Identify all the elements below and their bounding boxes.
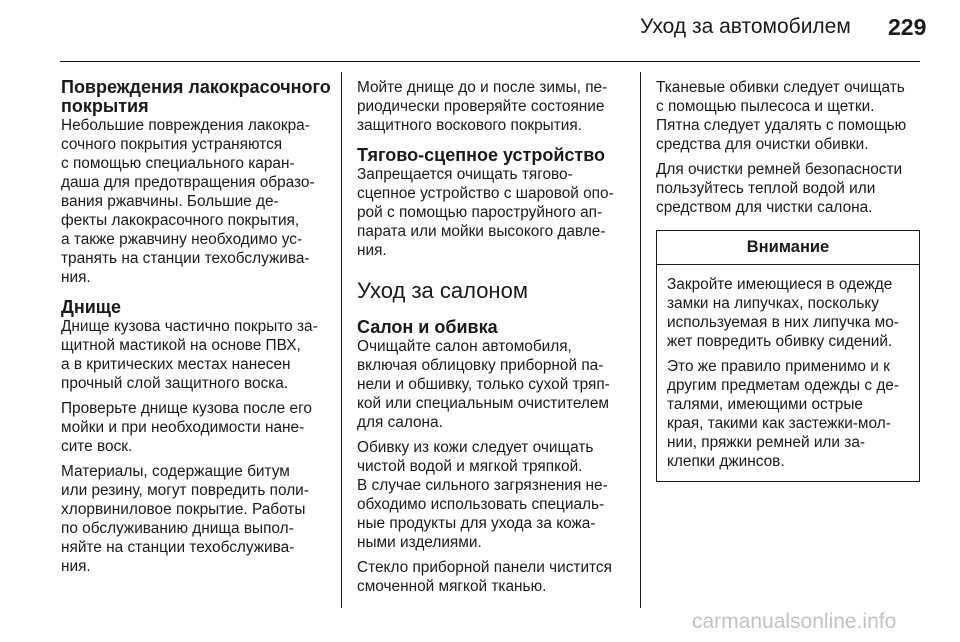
column-2: [357, 78, 625, 602]
paragraph-fabric-2: [656, 160, 921, 217]
text-line: а в критических местах нанесен: [61, 356, 291, 373]
text-line: с помощью специального каран-: [61, 155, 295, 172]
warning-body: [657, 265, 919, 481]
text-line: ные продукты для ухода за кожа-: [357, 515, 596, 532]
text-line: замки на липучках, поскольку: [667, 295, 879, 312]
warning-paragraph-1: [667, 275, 910, 351]
paragraph-towbar: [357, 165, 625, 260]
column-1: [61, 77, 331, 582]
text-line: жет повредить обивку сидений.: [667, 333, 893, 350]
warning-title: Внимание: [657, 231, 919, 265]
text-line: фекты лакокрасочного покрытия,: [61, 212, 300, 229]
text-line: по обслуживанию днища выпол-: [61, 520, 294, 537]
text-line: защитного воскового покрытия.: [357, 117, 582, 134]
text-line: Днище кузова частично покрыто за-: [61, 318, 318, 335]
text-line: ными изделиями.: [357, 534, 482, 551]
text-line: для салона.: [357, 414, 443, 431]
heading-paint-damage: [61, 77, 331, 116]
text-line: Запрещается очищать тягово-: [357, 166, 573, 183]
text-line: Очищайте салон автомобиля,: [357, 338, 572, 355]
text-line: мойки и при необходимости нане-: [61, 419, 305, 436]
text-line: включая облицовку приборной па-: [357, 357, 604, 374]
running-header-title: Уход за автомобилем: [640, 15, 851, 38]
heading-interior-care: Уход за салоном: [357, 278, 528, 303]
text-line: Тканевые обивки следует очищать: [656, 79, 905, 96]
text-line: щитной мастикой на основе ПВХ,: [61, 337, 301, 354]
paragraph-interior-2: [357, 438, 625, 552]
text-line: ния.: [61, 558, 91, 575]
text-line: чистой водой и мягкой тряпкой.: [357, 458, 583, 475]
text-line: Мойте днище до и после зимы, пе-: [357, 79, 608, 96]
text-line: Пятна следует удалять с помощью: [656, 117, 907, 134]
text-line: прочный слой защитного воска.: [61, 375, 289, 392]
text-line: используемая в них липучка мо-: [667, 314, 899, 331]
text-line: пользуйтесь теплой водой или: [656, 180, 876, 197]
text-line: ния.: [61, 269, 91, 286]
paragraph-underbody-2: [61, 399, 328, 456]
paragraph-paint-damage: [61, 116, 328, 287]
paragraph-interior-3: [357, 558, 625, 596]
page-number: 229: [888, 14, 927, 40]
header-rule: [60, 61, 920, 62]
text-line: нии, пряжки ремней или за-: [667, 434, 866, 451]
text-line: края, такими как застежки-мол-: [667, 415, 891, 432]
column-3: [656, 78, 921, 482]
text-line: обходимо использовать специаль-: [357, 496, 605, 513]
text-line: риодически проверяйте состояние: [357, 98, 605, 115]
heading-line: Повреждения лакокрасочного: [61, 77, 331, 97]
paragraph-interior-1: [357, 337, 625, 432]
warning-box: [656, 230, 920, 482]
heading-underbody: Днище: [61, 297, 121, 317]
text-line: сцепное устройство с шаровой опо-: [357, 185, 614, 202]
column-divider-1: [341, 72, 342, 608]
text-line: нели и обшивку, только сухой тряп-: [357, 376, 610, 393]
text-line: Обивку из кожи следует очищать: [357, 439, 594, 456]
text-line: смоченной мягкой тканью.: [357, 578, 547, 595]
text-line: Стекло приборной панели чистится: [357, 559, 612, 576]
text-line: Небольшие повреждения лакокра-: [61, 117, 310, 134]
text-line: или резину, могут повредить поли-: [61, 482, 309, 499]
text-line: ния.: [357, 242, 387, 259]
watermark: carmanualsonline.info: [692, 610, 897, 633]
paragraph-winter-wash: [357, 78, 625, 135]
text-line: няйте на станции техобслужива-: [61, 539, 295, 556]
paragraph-fabric-1: [656, 78, 921, 154]
text-line: талями, имеющими острые: [667, 396, 863, 413]
heading-towbar: Тягово-сцепное устройство: [357, 145, 606, 165]
paragraph-underbody-3: [61, 462, 328, 576]
text-line: средства для очистки обивки.: [656, 136, 869, 153]
text-line: сочного покрытия устраняются: [61, 136, 283, 153]
text-line: даша для предотвращения образо-: [61, 174, 315, 191]
heading-interior-upholstery: Салон и обивка: [357, 317, 498, 337]
paragraph-underbody-1: [61, 317, 328, 393]
text-line: с помощью пылесоса и щетки.: [656, 98, 875, 115]
text-line: Закройте имеющиеся в одежде: [667, 276, 893, 293]
text-line: Это же правило применимо и к: [667, 358, 890, 375]
text-line: Проверьте днище кузова после его: [61, 400, 312, 417]
text-line: сите воск.: [61, 438, 133, 455]
text-line: кой или специальным очистителем: [357, 395, 609, 412]
text-line: хлорвиниловое покрытие. Работы: [61, 501, 306, 518]
text-line: парата или мойки высокого давле-: [357, 223, 606, 240]
text-line: другим предметам одежды с де-: [667, 377, 899, 394]
text-line: а также ржавчину необходимо ус-: [61, 231, 303, 248]
column-divider-2: [640, 72, 641, 608]
text-line: рой с помощью пароструйного ап-: [357, 204, 603, 221]
text-line: транять на станции техобслужива-: [61, 250, 310, 267]
text-line: В случае сильного загрязнения не-: [357, 477, 608, 494]
text-line: средством для чистки салона.: [656, 199, 873, 216]
text-line: Для очистки ремней безопасности: [656, 161, 903, 178]
text-line: Материалы, содержащие битум: [61, 463, 290, 480]
heading-line: покрытия: [61, 96, 149, 116]
warning-paragraph-2: [667, 357, 910, 471]
text-line: клепки джинсов.: [667, 453, 785, 470]
text-line: вания ржавчины. Большие де-: [61, 193, 279, 210]
